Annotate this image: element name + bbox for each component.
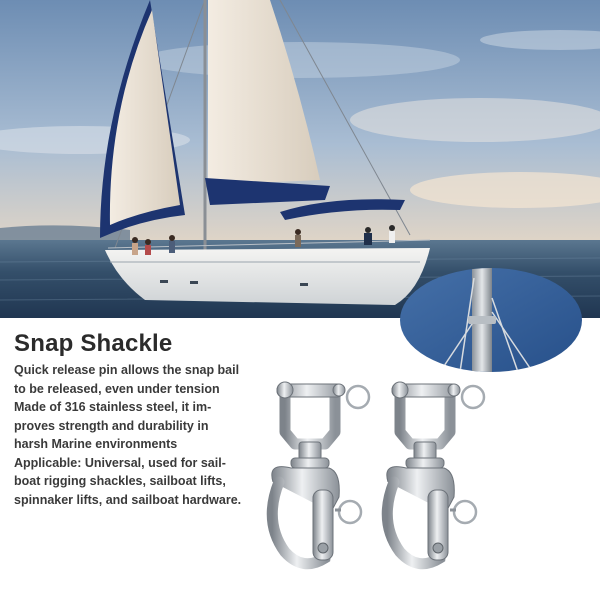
description-line: Made of 316 stainless steel, it im- <box>14 400 212 414</box>
snap-shackle-image <box>370 372 490 582</box>
description-line: boat rigging shackles, sailboat lifts, <box>14 474 226 488</box>
product-description <box>14 361 274 509</box>
description-line: spinnaker lifts, and sailboat hardware. <box>14 492 242 507</box>
rigging-detail-inset <box>400 268 582 372</box>
description-line: proves strength and durability in <box>14 418 209 433</box>
product-text <box>14 330 274 509</box>
description-line: Quick release pin allows the snap bail <box>14 363 240 377</box>
snap-shackle-image <box>255 372 375 582</box>
description-line: Applicable: Universal, used for sail- <box>14 455 226 470</box>
description-line: harsh Marine environments <box>14 437 178 451</box>
product-title: Snap Shackle <box>14 330 173 357</box>
description-line: to be released, even under tension <box>14 381 220 396</box>
